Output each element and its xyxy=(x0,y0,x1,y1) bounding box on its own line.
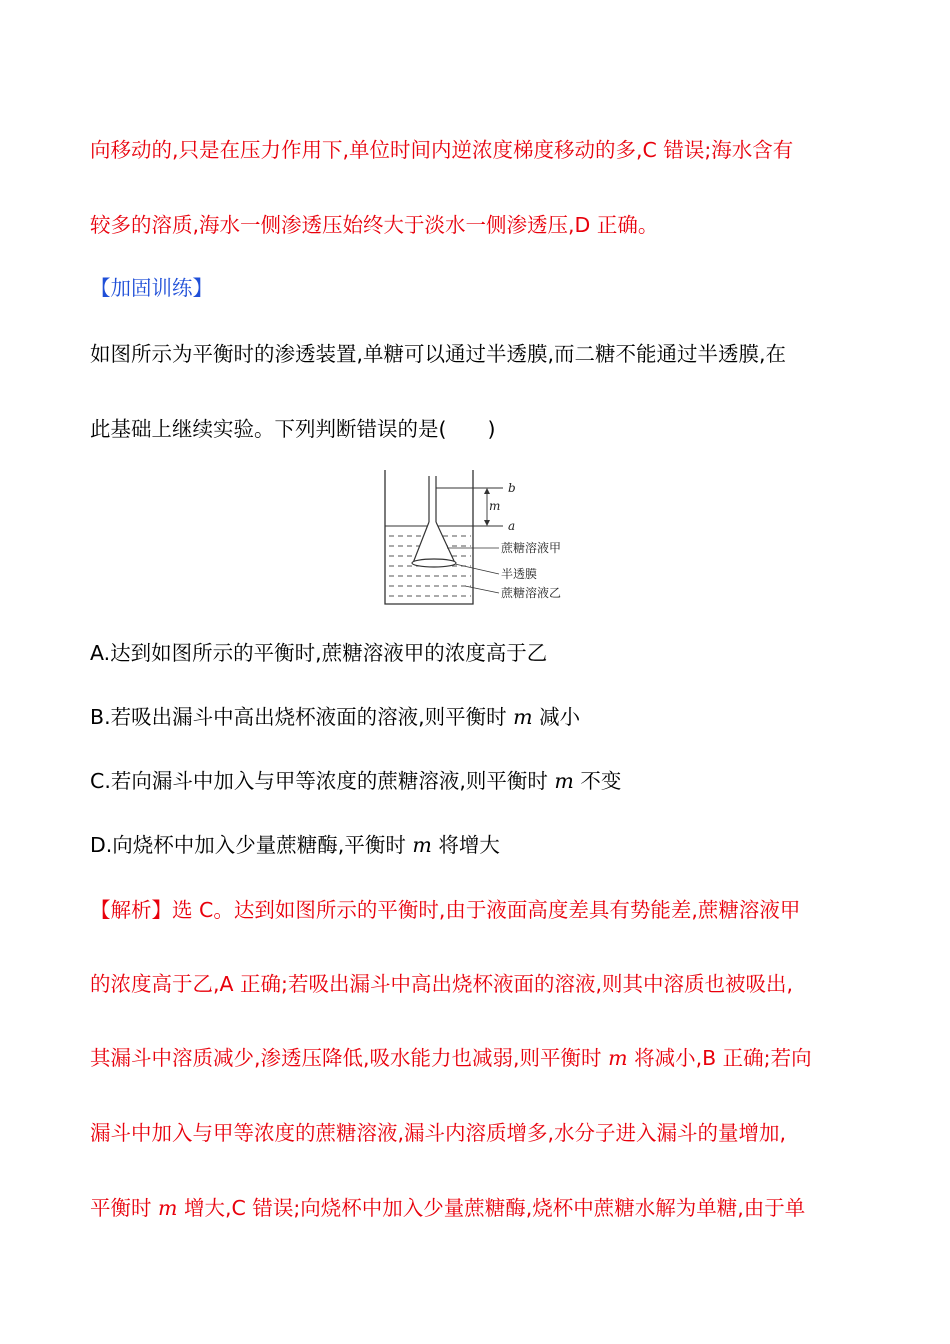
analysis-line-5-text: 平衡时 xyxy=(90,1196,152,1220)
analysis-line-4: 漏斗中加入与甲等浓度的蔗糖溶液,漏斗内溶质增多,水分子进入漏斗的量增加, xyxy=(90,1121,787,1145)
label-solution-jia: 蔗糖溶液甲 xyxy=(501,541,562,555)
option-d-suffix: 将增大 xyxy=(438,833,500,857)
analysis-line-3 xyxy=(90,1043,812,1073)
option-d-text: D.向烧杯中加入少量蔗糖酶,平衡时 xyxy=(90,833,406,857)
label-b: b xyxy=(508,481,516,495)
analysis-line-5-variable: m xyxy=(158,1196,178,1220)
option-b-suffix: 减小 xyxy=(539,705,581,729)
question-line-2: 此基础上继续实验。下列判断错误的是( ) xyxy=(90,417,496,441)
option-d xyxy=(90,830,500,860)
analysis-line-2: 的浓度高于乙,A 正确;若吸出漏斗中高出烧杯液面的溶液,则其中溶质也被吸出, xyxy=(90,972,793,996)
option-d-variable: m xyxy=(412,833,432,857)
osmosis-apparatus-figure xyxy=(375,466,585,614)
analysis-line-3-suffix: 将减小,B 正确;若向 xyxy=(634,1046,812,1070)
option-c-suffix: 不变 xyxy=(580,769,622,793)
label-solution-yi: 蔗糖溶液乙 xyxy=(501,586,562,600)
label-membrane: 半透膜 xyxy=(501,567,538,581)
previous-explanation-line-2: 较多的溶质,海水一侧渗透压始终大于淡水一侧渗透压,D 正确。 xyxy=(90,213,659,237)
option-b xyxy=(90,702,580,732)
m-arrow-head-down xyxy=(484,520,490,526)
option-c-variable: m xyxy=(554,769,574,793)
question-line-1: 如图所示为平衡时的渗透装置,单糖可以通过半透膜,而二糖不能通过半透膜,在 xyxy=(90,342,787,366)
pointer-membrane xyxy=(455,564,499,574)
option-b-text: B.若吸出漏斗中高出烧杯液面的溶液,则平衡时 xyxy=(90,705,507,729)
analysis-line-1: 【解析】选 C。达到如图所示的平衡时,由于液面高度差具有势能差,蔗糖溶液甲 xyxy=(90,898,801,922)
analysis-line-5 xyxy=(90,1193,805,1223)
section-heading: 【加固训练】 xyxy=(90,276,213,300)
analysis-line-3-variable: m xyxy=(608,1046,628,1070)
label-a: a xyxy=(508,519,516,533)
previous-explanation-line-1: 向移动的,只是在压力作用下,单位时间内逆浓度梯度移动的多,C 错误;海水含有 xyxy=(90,138,794,162)
option-b-variable: m xyxy=(513,705,533,729)
analysis-line-5-suffix: 增大,C 错误;向烧杯中加入少量蔗糖酶,烧杯中蔗糖水解为单糖,由于单 xyxy=(184,1196,806,1220)
option-a: A.达到如图所示的平衡时,蔗糖溶液甲的浓度高于乙 xyxy=(90,641,548,665)
option-c-text: C.若向漏斗中加入与甲等浓度的蔗糖溶液,则平衡时 xyxy=(90,769,548,793)
funnel-cone xyxy=(413,522,455,563)
option-c xyxy=(90,766,621,796)
osmosis-diagram xyxy=(375,466,585,614)
semipermeable-membrane xyxy=(412,559,456,567)
label-m: m xyxy=(489,499,501,513)
m-arrow-head-up xyxy=(484,488,490,494)
pointer-solution-yi xyxy=(465,586,499,593)
analysis-line-3-text: 其漏斗中溶质减少,渗透压降低,吸水能力也减弱,则平衡时 xyxy=(90,1046,602,1070)
